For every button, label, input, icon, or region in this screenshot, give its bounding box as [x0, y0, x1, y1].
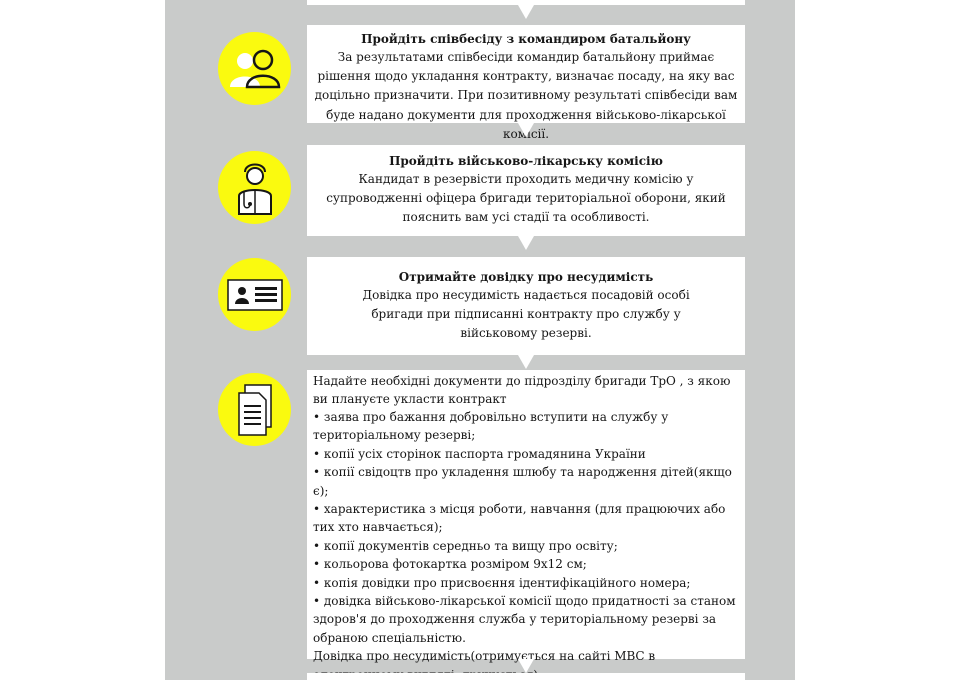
previous-step-card [307, 0, 745, 5]
list-item: • характеристика з місця роботи, навчання (для працюючих або тих хто навчається); [313, 500, 739, 537]
list-item: • довідка військово-лікарської комісії щодо придатності за станом здоров'я до проходження служба у територіальному резерві за обраною спеціальністю. [313, 592, 739, 647]
step-title: Отримайте довідку про несудимість [398, 270, 654, 284]
next-step-card [307, 673, 745, 683]
step-card [307, 370, 745, 664]
step-card [307, 257, 745, 355]
users-icon [218, 32, 291, 105]
list-item: • копії документів середньо та вищу про освіту; [313, 537, 739, 555]
documents-icon [218, 373, 291, 446]
step-title: Пройдіть військово-лікарську комісію [389, 154, 663, 168]
id-card-icon [218, 258, 291, 331]
list-item: • заява про бажання добровільно вступити на службу у територіальному резерві; [313, 408, 739, 445]
list-item: • копії усіх сторінок паспорта громадянина України [313, 445, 739, 463]
step-body: Довідка про несудимість надається посадовій особі бригади при підписанні контракту про службу у військовому резерві. [362, 288, 690, 341]
step-card [307, 25, 745, 141]
step-card [307, 145, 745, 236]
step-footer: Довідка про несудимість(отримується на сайті МВС в [313, 649, 656, 664]
step-title: Надайте необхідні документи до підрозділу бригади ТрО , з якою ви плануєте укласти контракт [313, 374, 731, 406]
list-item: • кольорова фотокартка розміром 9х12 см; [313, 555, 739, 573]
step-body: За результатами співбесіди командир батальйону приймає рішення щодо укладання контракту, визначає посаду, на яку вас доцільно призначити. При позитивному результаті співбесіди вам буде надано документи для проходження військово-лікарської комісії. [314, 50, 738, 141]
step-title: Пройдіть співбесіду з командиром батальйону [361, 32, 691, 46]
doctor-icon [218, 151, 291, 224]
list-item: • копії свідоцтв про укладення шлюбу та народження дітей(якщо є); [313, 463, 739, 500]
documents-list [313, 408, 739, 647]
step-body: Кандидат в резервісти проходить медичну комісію у супроводженні офіцера бригади територіальної оборони, який пояснить вам усі стадії та особливості. [326, 172, 726, 225]
list-item: • копія довідки про присвоєння ідентифікаційного номера; [313, 574, 739, 592]
